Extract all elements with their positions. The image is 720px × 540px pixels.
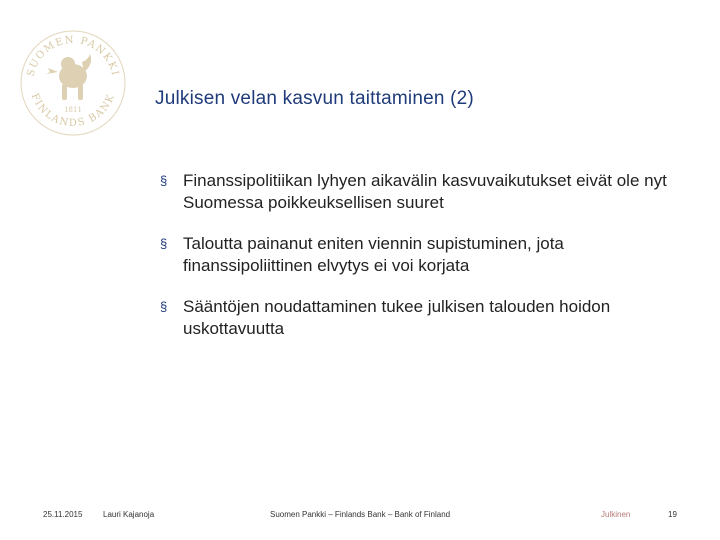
- bullet-text: Finanssipolitiikan lyhyen aikavälin kasvuvaikutukset eivät ole nyt Suomessa poikkeuksellisen suuret: [183, 171, 667, 212]
- svg-text:1811: 1811: [64, 106, 82, 114]
- bullet-item: [160, 296, 680, 340]
- bank-seal-logo: [18, 28, 128, 138]
- footer-bank-name: Suomen Pankki – Finlands Bank – Bank of Finland: [270, 510, 451, 519]
- svg-text:FINLANDS BANK: FINLANDS BANK: [28, 92, 118, 130]
- bullet-marker-icon: §: [160, 173, 168, 188]
- svg-text:SUOMEN PANKKI: SUOMEN PANKKI: [25, 34, 121, 78]
- bullet-item: [160, 170, 680, 214]
- footer-date: 25.11.2015: [43, 510, 83, 519]
- footer-classification: Julkinen: [601, 510, 631, 519]
- bullet-marker-icon: §: [160, 299, 168, 314]
- bullet-item: [160, 233, 680, 277]
- bullet-text: Taloutta painanut eniten viennin supistuminen, jota finanssipoliittinen elvytys ei voi korjata: [183, 234, 564, 275]
- footer-author: Lauri Kajanoja: [103, 510, 155, 519]
- slide-title: Julkisen velan kasvun taittaminen (2): [155, 88, 474, 109]
- bullet-text: Sääntöjen noudattaminen tukee julkisen talouden hoidon uskottavuutta: [183, 297, 611, 338]
- bullet-list: [160, 170, 680, 359]
- bullet-marker-icon: §: [160, 236, 168, 251]
- footer-page-number: 19: [668, 510, 677, 519]
